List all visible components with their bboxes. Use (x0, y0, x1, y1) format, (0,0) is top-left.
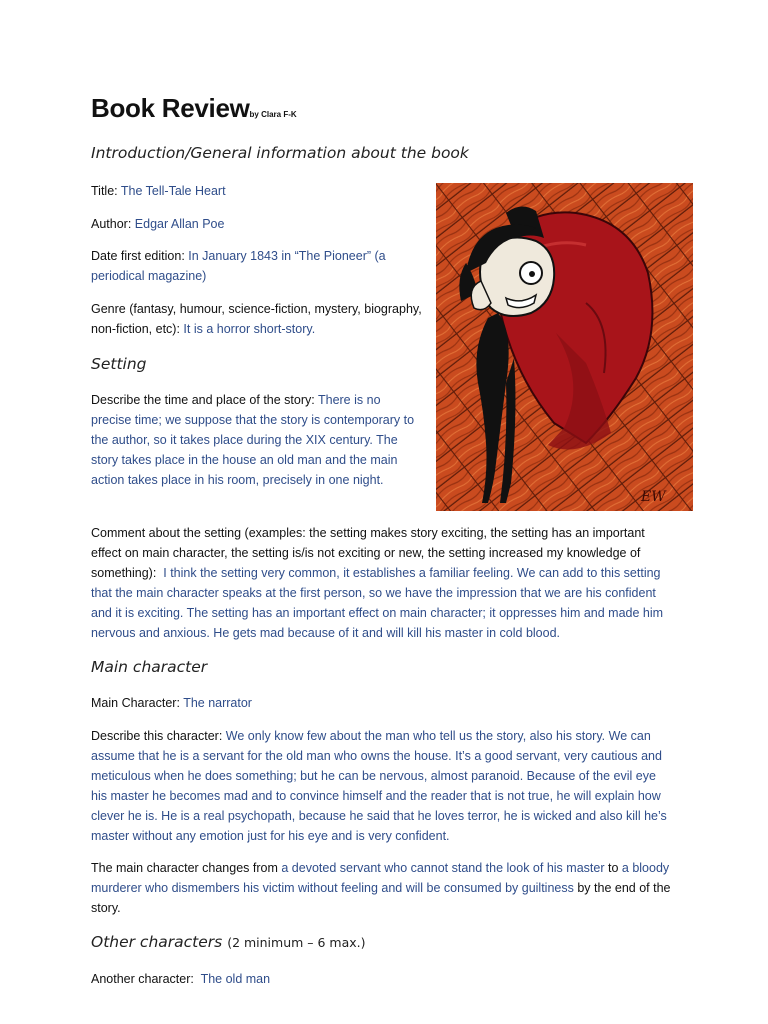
another-character-field (91, 969, 675, 989)
author-value: Edgar Allan Poe (134, 217, 225, 231)
character-description (91, 726, 675, 846)
setting-comment-value: I think the setting very common, it establishes a familiar feeling. We can add to this setting that the main character speaks at the first person, so we have the impression that we are his confident and it is exciting. The setting has an important effect on main character; it oppresses him and made him nervous and anxious. He gets mad because of it and will kill his master in cold blood. (91, 566, 664, 640)
author-label: Author: (91, 217, 132, 231)
genre-label: Genre (fantasy, humour, science-fiction, mystery, biography, non-fiction, etc): (91, 302, 422, 336)
character-describe-label: Describe this character: (91, 729, 223, 743)
illustration-svg (436, 183, 693, 511)
other-characters-note: (2 minimum – 6 max.) (227, 935, 366, 950)
another-character-label: Another character: (91, 972, 194, 986)
genre-value: It is a horror short-story. (183, 322, 316, 336)
book-illustration (436, 183, 693, 511)
main-character-field (91, 693, 675, 713)
main-character-heading: Main character (91, 658, 208, 676)
other-characters-title: Other characters (91, 933, 223, 951)
character-change (91, 858, 675, 918)
change-prefix: The main character changes from (91, 861, 278, 875)
title-field (91, 181, 423, 201)
title-value: The Tell-Tale Heart (120, 184, 226, 198)
setting-heading: Setting (91, 355, 147, 373)
change-to-word: to (607, 861, 619, 875)
date-field (91, 246, 423, 286)
intro-heading: Introduction/General information about the book (91, 144, 469, 162)
change-to: a bloody murderer who dismembers his victim without feeling and will be consumed by guiltiness (91, 861, 670, 895)
another-character-value: The old man (200, 972, 271, 986)
page-title (91, 93, 297, 124)
illustration-signature: EW (641, 489, 666, 505)
title-label: Title: (91, 184, 118, 198)
date-value: In January 1843 in “The Pioneer” (a periodical magazine) (91, 249, 386, 283)
byline: by Clara F-K (249, 110, 297, 119)
other-characters-heading (91, 933, 366, 951)
change-suffix: by the end of the story. (91, 881, 671, 915)
setting-comment (91, 523, 675, 643)
setting-describe-label: Describe the time and place of the story: (91, 393, 315, 407)
setting-describe-value: There is no precise time; we suppose that the story is contemporary to the author, so it takes place during the XIX century. The story takes place in the house an old man and the main action takes place in his room, precisely in one night. (91, 393, 415, 487)
date-label: Date first edition: (91, 249, 185, 263)
genre-field (91, 299, 423, 339)
setting-comment-label: Comment about the setting (examples: the setting makes story exciting, the setting has an important effect on main character, the setting is/is not exciting or new, the setting increased my knowledge of something): (91, 526, 645, 580)
author-field (91, 214, 423, 234)
main-character-label: Main Character: (91, 696, 180, 710)
main-character-value: The narrator (183, 696, 252, 710)
character-describe-value: We only know few about the man who tell us the story, also his story. We can assume that he is a servant for the old man who owns the house. It’s a good servant, very cautious and meticulous when he does something; but he can be nervous, almost paranoid. Because of the evil eye his master he becomes mad and to convince himself and the reader that is not true, he will explain how clever he is. He is a real psychopath, because he said that he loves terror, he is wicked and also kill he’s master without any emotion just for his eye and is very confident. (91, 729, 667, 843)
title-text: Book Review (91, 93, 250, 123)
change-from: a devoted servant who cannot stand the look of his master (281, 861, 605, 875)
setting-description (91, 390, 423, 490)
